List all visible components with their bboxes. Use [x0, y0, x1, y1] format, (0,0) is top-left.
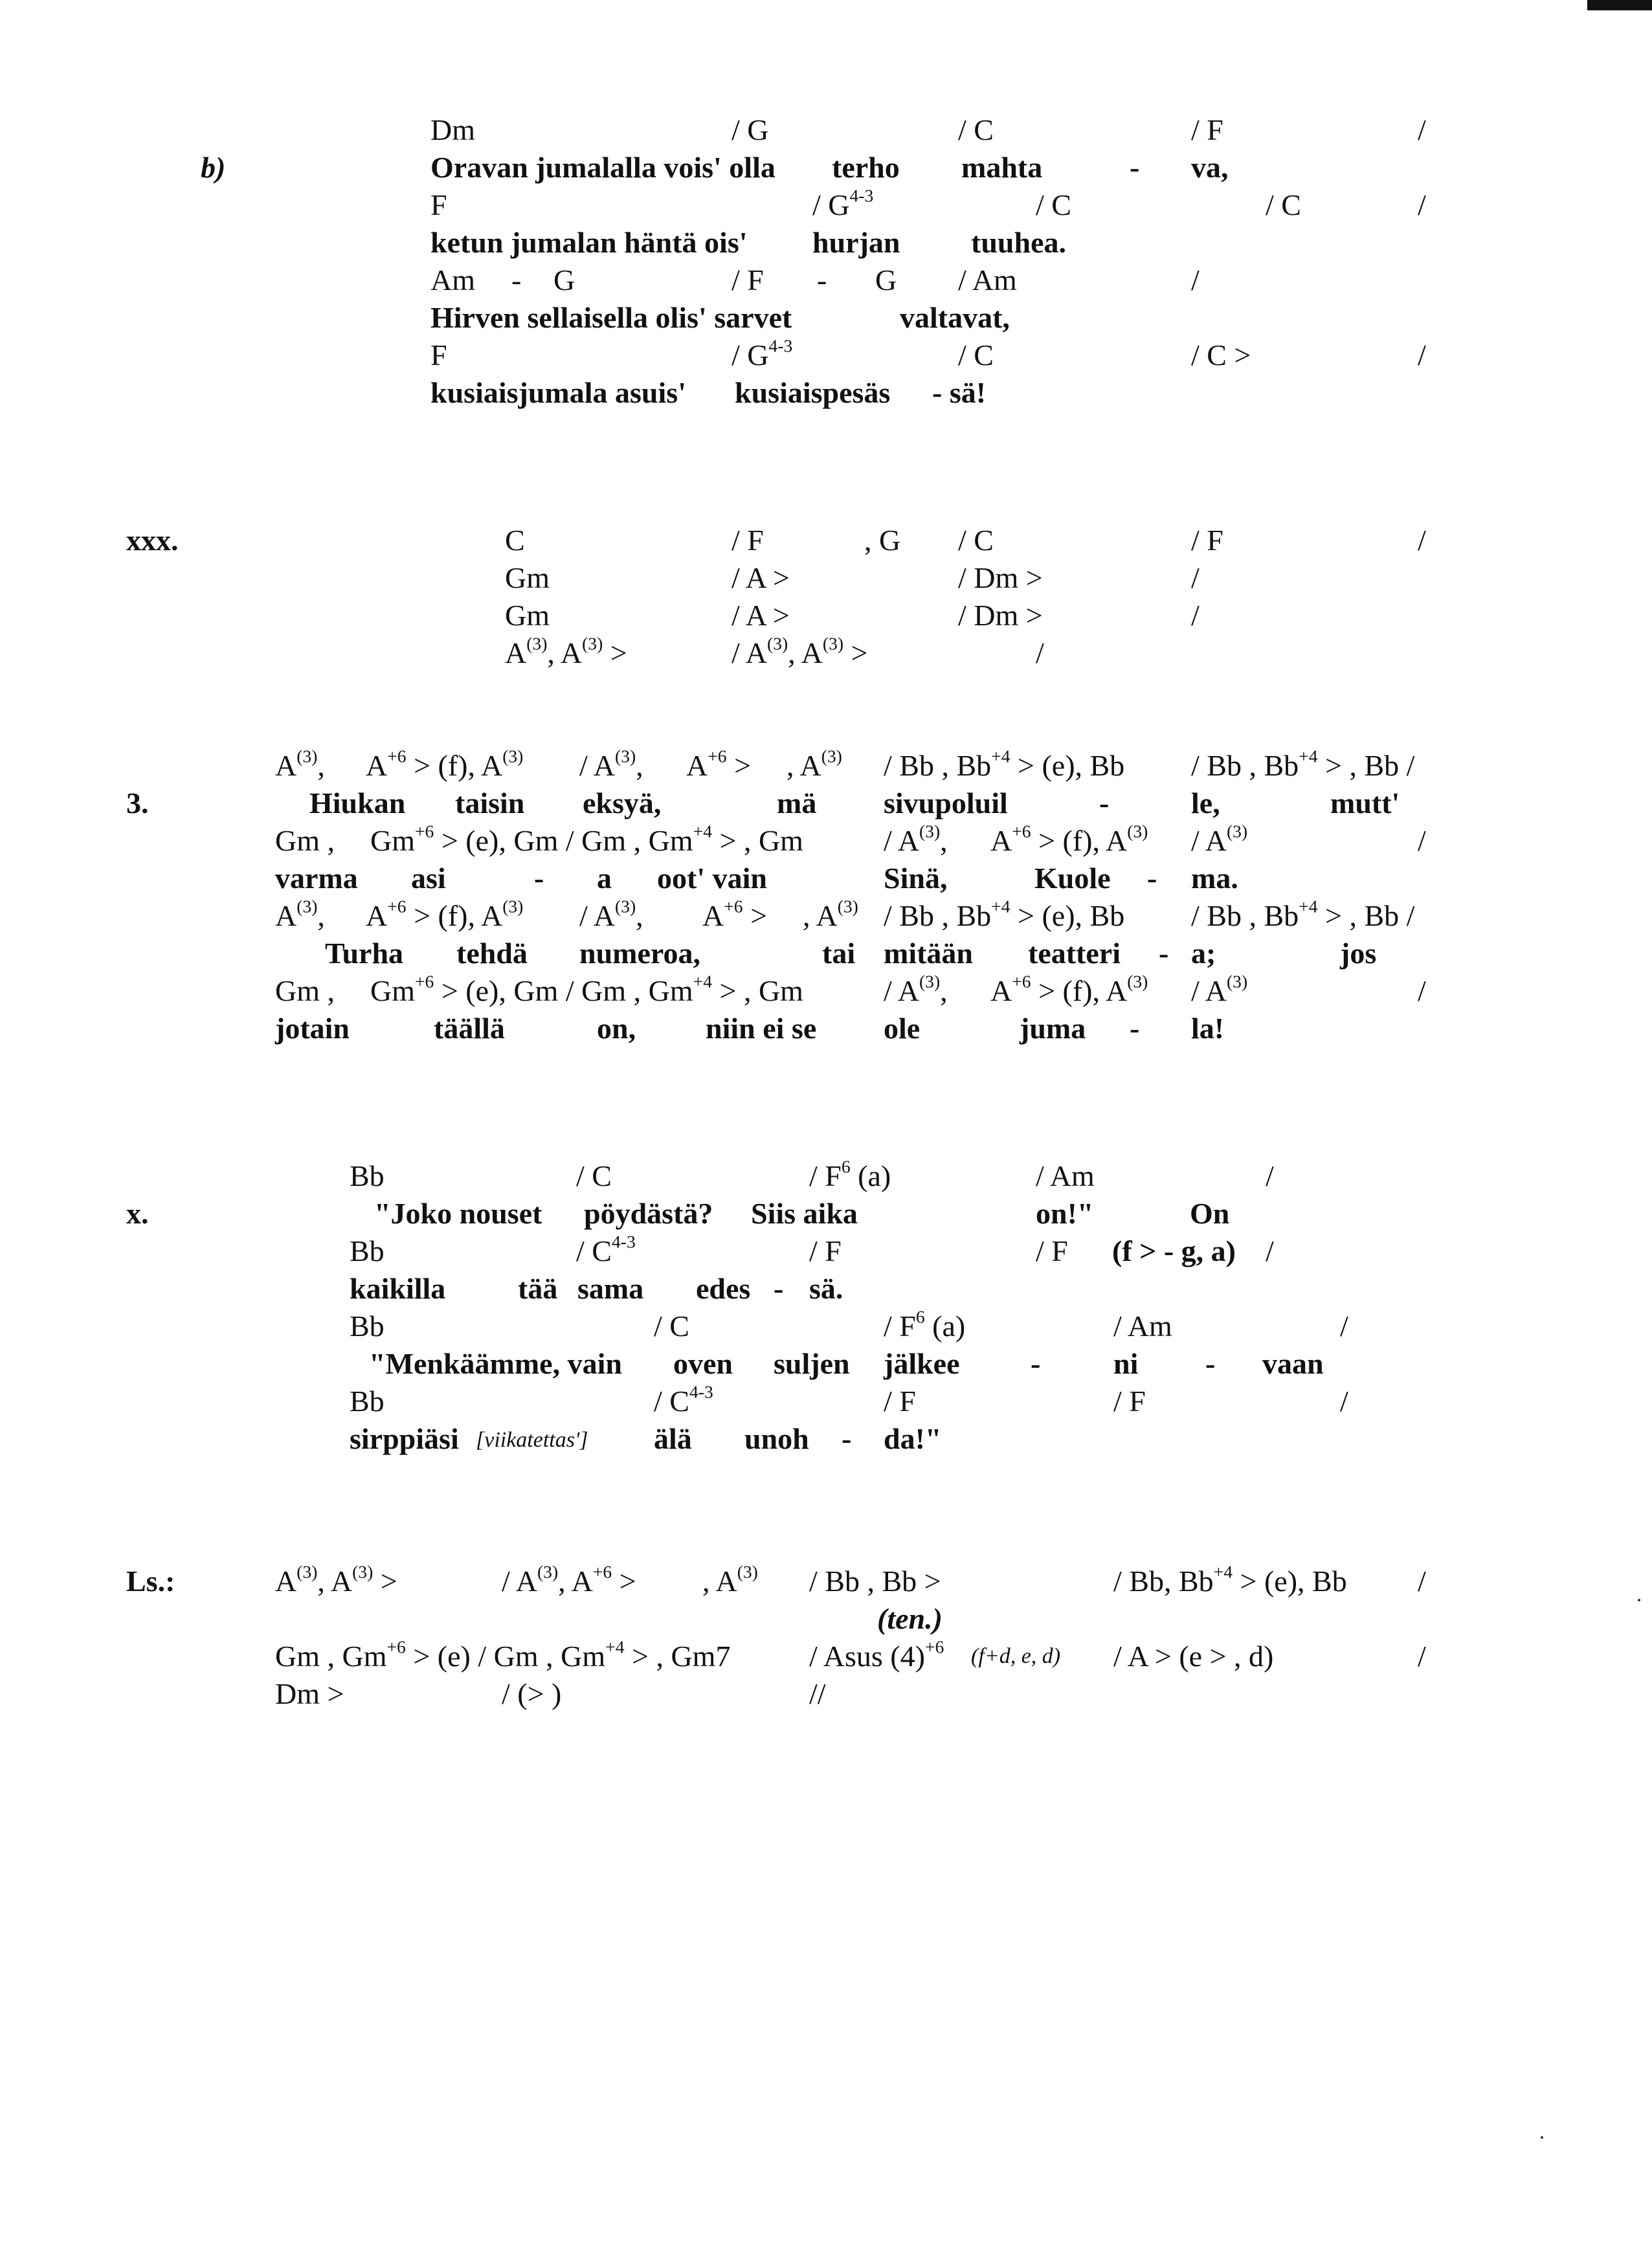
lyric: terho [832, 151, 900, 184]
section-label-xxx: xxx. [126, 524, 179, 557]
chord: / $A^{(3)}$, $A^{+6}$ > [502, 1561, 636, 1598]
lyric: - [1130, 151, 1140, 184]
lyric: älä [654, 1422, 692, 1455]
lyric: ma. [1191, 862, 1238, 895]
chord: $A^{+6} > (f)$, $A^{(3)}$ [366, 896, 524, 932]
lyric: unoh [744, 1422, 809, 1455]
lyric: jotain [275, 1012, 350, 1045]
chord: / A > [731, 599, 790, 632]
bar-line: / [1418, 1565, 1426, 1598]
bar-line: / [1418, 974, 1426, 1007]
lyric: hurjan [812, 226, 900, 259]
chord: / $A^{(3)}$ [1191, 971, 1248, 1007]
lyric: taisin [455, 786, 525, 819]
chord: Bb [350, 1234, 385, 1267]
lyric: ole [884, 1012, 921, 1045]
chord: $Gm^{+6} > (e)$, Gm / Gm , $Gm^{+4}$ > , Gm [370, 971, 803, 1007]
chord-dash: - [511, 263, 522, 296]
section-label-b: b) [201, 151, 226, 184]
chord: / $F^6$ (a) [809, 1156, 891, 1192]
chord: / Am [1113, 1310, 1172, 1343]
lyric: ketun jumalan häntä ois' [430, 226, 748, 259]
chord: / (> ) [502, 1677, 562, 1710]
chord: / F [1113, 1385, 1146, 1418]
lyric: Kuole [1034, 862, 1111, 895]
lyric: - [1159, 937, 1169, 970]
lyric: - [1099, 786, 1110, 819]
chord: / A > [731, 561, 790, 594]
lyric: mahta [961, 151, 1043, 184]
chord: Gm [505, 561, 550, 594]
lyric: valtavat, [900, 301, 1010, 334]
chord: / $F^6$ (a) [884, 1306, 966, 1343]
lyric: - [1147, 862, 1157, 895]
chord: / Bb, $Bb^{+4} > (e)$, Bb [1113, 1561, 1347, 1598]
lyric: ni [1113, 1347, 1139, 1380]
lyric: kusiaisjumala asuis' [430, 376, 686, 409]
section-label-x: x. [126, 1197, 149, 1230]
chord: $A^{+6} > (f)$, $A^{(3)}$ [990, 821, 1148, 857]
chord: / F [809, 1234, 842, 1267]
chord: / C > [1191, 339, 1251, 372]
lyric: On [1190, 1197, 1230, 1230]
lyric: jälkee [884, 1347, 960, 1380]
lyric: Siis aika [751, 1197, 858, 1230]
lyric: - [842, 1422, 852, 1455]
lyric: oven [673, 1347, 733, 1380]
lyric: a [597, 862, 612, 895]
chord: F [430, 339, 447, 372]
lyric: tehdä [456, 937, 528, 970]
lyric: mitään [884, 937, 973, 970]
lyric: sama [577, 1272, 644, 1305]
chord: / F [731, 263, 764, 296]
lyric: Oravan jumalalla vois' olla [430, 151, 776, 184]
chord: / Dm > [958, 561, 1043, 594]
section-label-3: 3. [126, 786, 149, 819]
lyric: tai [822, 937, 856, 970]
bar-line: / [1418, 113, 1426, 146]
bar-line: / [1340, 1310, 1348, 1343]
chord: G [875, 263, 897, 296]
chord: / Bb , $Bb^{+4} > (e)$, Bb [884, 746, 1125, 782]
lyric: sä. [809, 1272, 843, 1305]
lyric: täällä [434, 1012, 505, 1045]
lyric: oot' vain [657, 862, 767, 895]
bar-line: / [1266, 1159, 1274, 1192]
chord: / Bb , $Bb^{+4}$ > , Bb / [1191, 896, 1415, 932]
lyric: - [1205, 1347, 1216, 1380]
chord: $Gm^{+6} > (e)$, Gm / Gm , $Gm^{+4}$ > , Gm [370, 821, 803, 857]
chord: / F [884, 1385, 916, 1418]
chord: Am [430, 263, 475, 296]
chord: Dm [430, 113, 475, 146]
lyric: tuuhea. [971, 226, 1066, 259]
chord: $A^{+6} > (f)$, $A^{(3)}$ [990, 971, 1148, 1007]
chord: $A^{(3)}$, $A^{(3)}$ > [275, 1561, 397, 1598]
lyric-annotation: [viikatettas'] [476, 1428, 588, 1452]
bar-line: / [1418, 824, 1426, 857]
chord: / G [731, 113, 769, 146]
chord: / Asus $(4)^{+6}$ [809, 1636, 944, 1673]
chord: / C [654, 1310, 689, 1343]
lyric: kaikilla [350, 1272, 446, 1305]
page-corner-mark [1587, 0, 1652, 10]
lyric: eksyä, [583, 786, 662, 819]
lyric: - [534, 862, 544, 895]
lyric: mutt' [1330, 786, 1400, 819]
chord: / $G^{4-3}$ [731, 335, 793, 372]
lyric: - [1130, 1012, 1140, 1045]
chord: Gm [505, 599, 550, 632]
lyric: mä [777, 786, 817, 819]
lyric: tää [518, 1272, 558, 1305]
scan-speck [1638, 1599, 1640, 1601]
scan-speck [1541, 2136, 1543, 2139]
lyric: niin ei se [706, 1012, 817, 1045]
lyric: Hirven sellaisella olis' sarvet [430, 301, 792, 334]
chord: , $A^{(3)}$ [803, 896, 858, 932]
tenuto-marking: (ten.) [877, 1602, 943, 1635]
lyric: la! [1191, 1012, 1225, 1045]
chord: C [505, 524, 525, 557]
chord: / F [731, 524, 764, 557]
chord: Bb [350, 1159, 385, 1192]
lyric: vaan [1262, 1347, 1324, 1380]
chord: / F [1191, 524, 1223, 557]
chord: / Am [958, 263, 1017, 296]
bar-line: / [1191, 599, 1200, 632]
chord: $A^{(3)}$, [275, 746, 325, 782]
chord: / Dm > [958, 599, 1043, 632]
lyric: sirppiäsi [350, 1422, 459, 1455]
chord: / C [958, 339, 994, 372]
chord: Gm , $Gm^{+6} > (e) / Gm$ , $Gm^{+4}$ > , Gm7 [275, 1636, 731, 1673]
bar-line: / [1418, 1640, 1426, 1673]
chord: / Bb , $Bb^{+4} > (e)$, Bb [884, 896, 1125, 932]
chord: / $G^{4-3}$ [812, 185, 874, 221]
bar-line: / [1036, 636, 1044, 669]
chord: $A^{(3)}$, $A^{(3)}$ > [505, 633, 627, 669]
chord: / C [958, 113, 994, 146]
chord: $A^{+6}$ > [702, 896, 768, 932]
chord: / $A^{(3)}$, [884, 971, 948, 1007]
chord: / $A^{(3)}$, $A^{(3)}$ > [731, 633, 868, 669]
chord: / Bb , Bb > [809, 1565, 941, 1598]
lyric: Sinä, [884, 862, 948, 895]
lyric: numeroa, [579, 937, 700, 970]
bar-line: / [1191, 263, 1200, 296]
lyric: edes [696, 1272, 751, 1305]
lyric: jos [1340, 937, 1377, 970]
chord: F [430, 188, 447, 221]
lyric: "Menkäämme, vain [369, 1347, 622, 1380]
bar-line: / [1418, 188, 1426, 221]
chord: / $C^{4-3}$ [576, 1231, 636, 1267]
lyric: - [774, 1272, 784, 1305]
lyric: Hiukan [309, 786, 406, 819]
chord: / $C^{4-3}$ [654, 1381, 713, 1418]
lyric: le, [1191, 786, 1220, 819]
chord: Bb [350, 1310, 385, 1343]
chord-note: (f+d, e, d) [971, 1644, 1061, 1668]
chord: / C [1266, 188, 1301, 221]
chord: / F [1036, 1234, 1068, 1267]
lyric: a; [1191, 937, 1216, 970]
lyric: asi [411, 862, 446, 895]
chord: / C [958, 524, 994, 557]
lyric: va, [1191, 151, 1229, 184]
chord: $A^{+6} > (f)$, $A^{(3)}$ [366, 746, 524, 782]
lyric: kusiaispesäs [735, 376, 891, 409]
final-bar: // [809, 1677, 826, 1710]
lyric: on, [597, 1012, 636, 1045]
chord: , $A^{(3)}$ [787, 746, 842, 782]
chord: / F [1191, 113, 1223, 146]
chord: $A^{+6}$ > [686, 746, 752, 782]
lyric: "Joko nouset [374, 1197, 542, 1230]
chord: / Am [1036, 1159, 1095, 1192]
chord: / $A^{(3)}$ [1191, 821, 1248, 857]
chord: / A > (e > , d) [1113, 1640, 1274, 1673]
lyric: juma [1020, 1012, 1086, 1045]
chord: Gm , [275, 824, 335, 857]
chord: $A^{(3)}$, [275, 896, 325, 932]
chord: / $A^{(3)}$, [579, 896, 643, 932]
chord-note: (f > - g, a) [1112, 1234, 1236, 1267]
chord: / C [1036, 188, 1071, 221]
chord: Dm > [275, 1677, 344, 1710]
chord: , G [864, 524, 901, 557]
section-label-ls: Ls.: [126, 1565, 175, 1598]
lyric: Turha [325, 937, 404, 970]
lyric: teatteri [1028, 937, 1121, 970]
lyric: on!" [1036, 1197, 1094, 1230]
lyric: suljen [774, 1347, 850, 1380]
lyric: - sä! [932, 376, 987, 409]
chord: / $A^{(3)}$, [579, 746, 643, 782]
chord: / $A^{(3)}$, [884, 821, 948, 857]
lyric: varma [275, 862, 358, 895]
bar-line: / [1418, 524, 1426, 557]
bar-line: / [1418, 339, 1426, 372]
lyric: - [1031, 1347, 1041, 1380]
chord: Bb [350, 1385, 385, 1418]
chord: G [553, 263, 575, 296]
chord: , $A^{(3)}$ [702, 1561, 758, 1598]
bar-line: / [1191, 561, 1200, 594]
chord: / Bb , $Bb^{+4}$ > , Bb / [1191, 746, 1415, 782]
chord: / C [576, 1159, 612, 1192]
lyric: pöydästä? [584, 1197, 713, 1230]
bar-line: / [1340, 1385, 1348, 1418]
chord: Gm , [275, 974, 335, 1007]
lyric: sivupoluil [884, 786, 1008, 819]
bar-line: / [1266, 1234, 1274, 1267]
chord-dash: - [817, 263, 827, 296]
lyric: da!" [884, 1422, 942, 1455]
